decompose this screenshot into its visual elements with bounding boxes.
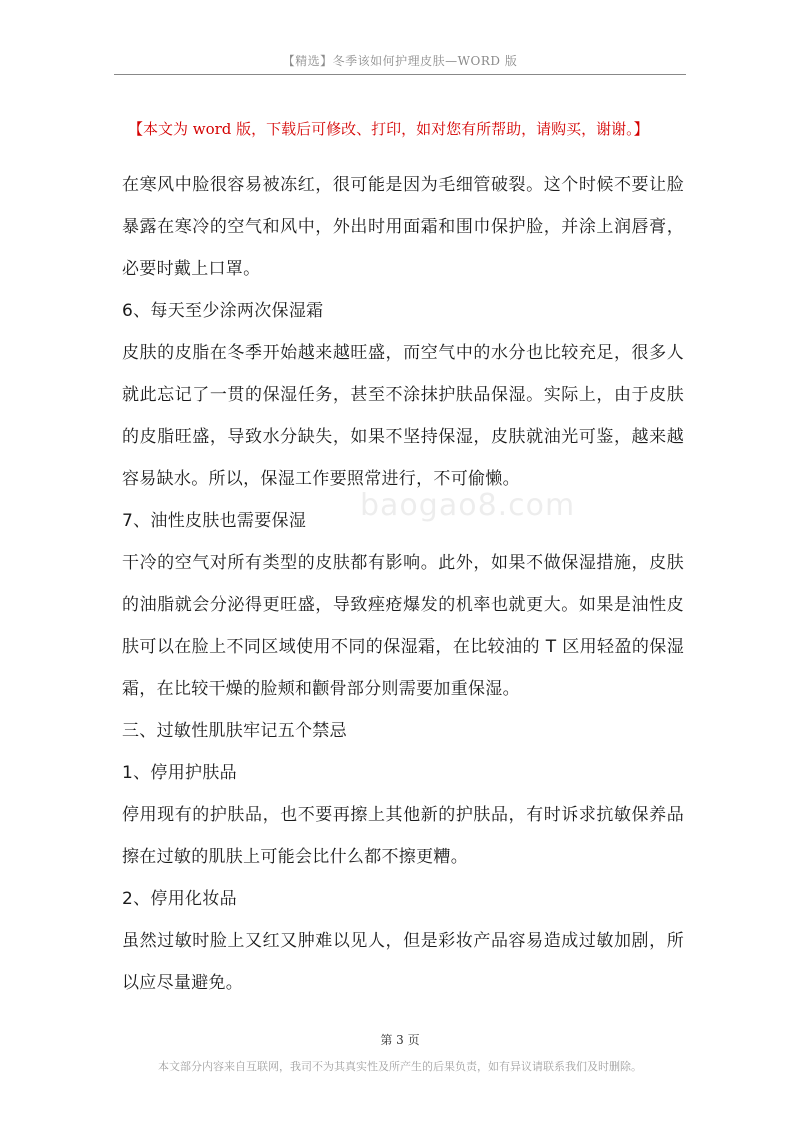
page-number: 第 3 页	[380, 1033, 420, 1047]
paragraph-oily-skin: 干冷的空气对所有类型的皮肤都有影响。此外，如果不做保湿措施，皮肤的油脂就会分泌得更旺盛，导致痤疮爆发的机率也就更大。如果是油性皮肤可以在脸上不同区域使用不同的保湿霜，在比较油的 T 区用轻盈的保湿霜，在比较干燥的脸颊和颧骨部分则需要加重保湿。	[122, 553, 684, 699]
paragraph-sebum-moisture: 皮肤的皮脂在冬季开始越来越旺盛，而空气中的水分也比较充足，很多人就此忘记了一贯的保湿任务，甚至不涂抹护肤品保湿。实际上，由于皮肤的皮脂旺盛，导致水分缺失，如果不坚持保湿，皮肤就油光可鉴，越来越容易缺水。所以，保湿工作要照常进行，不可偷懒。	[122, 343, 684, 489]
paragraph-stop-makeup: 虽然过敏时脸上又红又肿难以见人，但是彩妆产品容易造成过敏加剧，所以应尽量避免。	[122, 931, 684, 993]
watermark: baogao8.com	[360, 488, 576, 523]
heading-moisturize-twice: 6、每天至少涂两次保湿霜	[122, 301, 324, 321]
document-body	[122, 164, 684, 1004]
page-footer: 本文部分内容来自互联网，我司不为其真实性及所产生的后果负责，如有异议请联系我们及时删除。	[158, 1060, 642, 1073]
heading-stop-makeup: 2、停用化妆品	[122, 889, 237, 909]
editable-notice: 【本文为 word 版，下载后可修改、打印，如对您有所帮助，请购买，谢谢。】	[128, 120, 649, 138]
header-divider	[114, 74, 686, 75]
heading-stop-skincare: 1、停用护肤品	[122, 763, 237, 783]
paragraph-face-protection: 在寒风中脸很容易被冻红，很可能是因为毛细管破裂。这个时候不要让脸暴露在寒冷的空气和风中，外出时用面霜和围巾保护脸，并涂上润唇膏，必要时戴上口罩。	[122, 175, 684, 279]
heading-oily-skin: 7、油性皮肤也需要保湿	[122, 511, 307, 531]
heading-sensitive-skin: 三、过敏性肌肤牢记五个禁忌	[122, 721, 347, 741]
paragraph-stop-skincare: 停用现有的护肤品，也不要再擦上其他新的护肤品，有时诉求抗敏保养品擦在过敏的肌肤上可能会比什么都不擦更糟。	[122, 805, 684, 867]
page-header: 【精选】冬季该如何护理皮肤—WORD 版	[282, 54, 518, 68]
